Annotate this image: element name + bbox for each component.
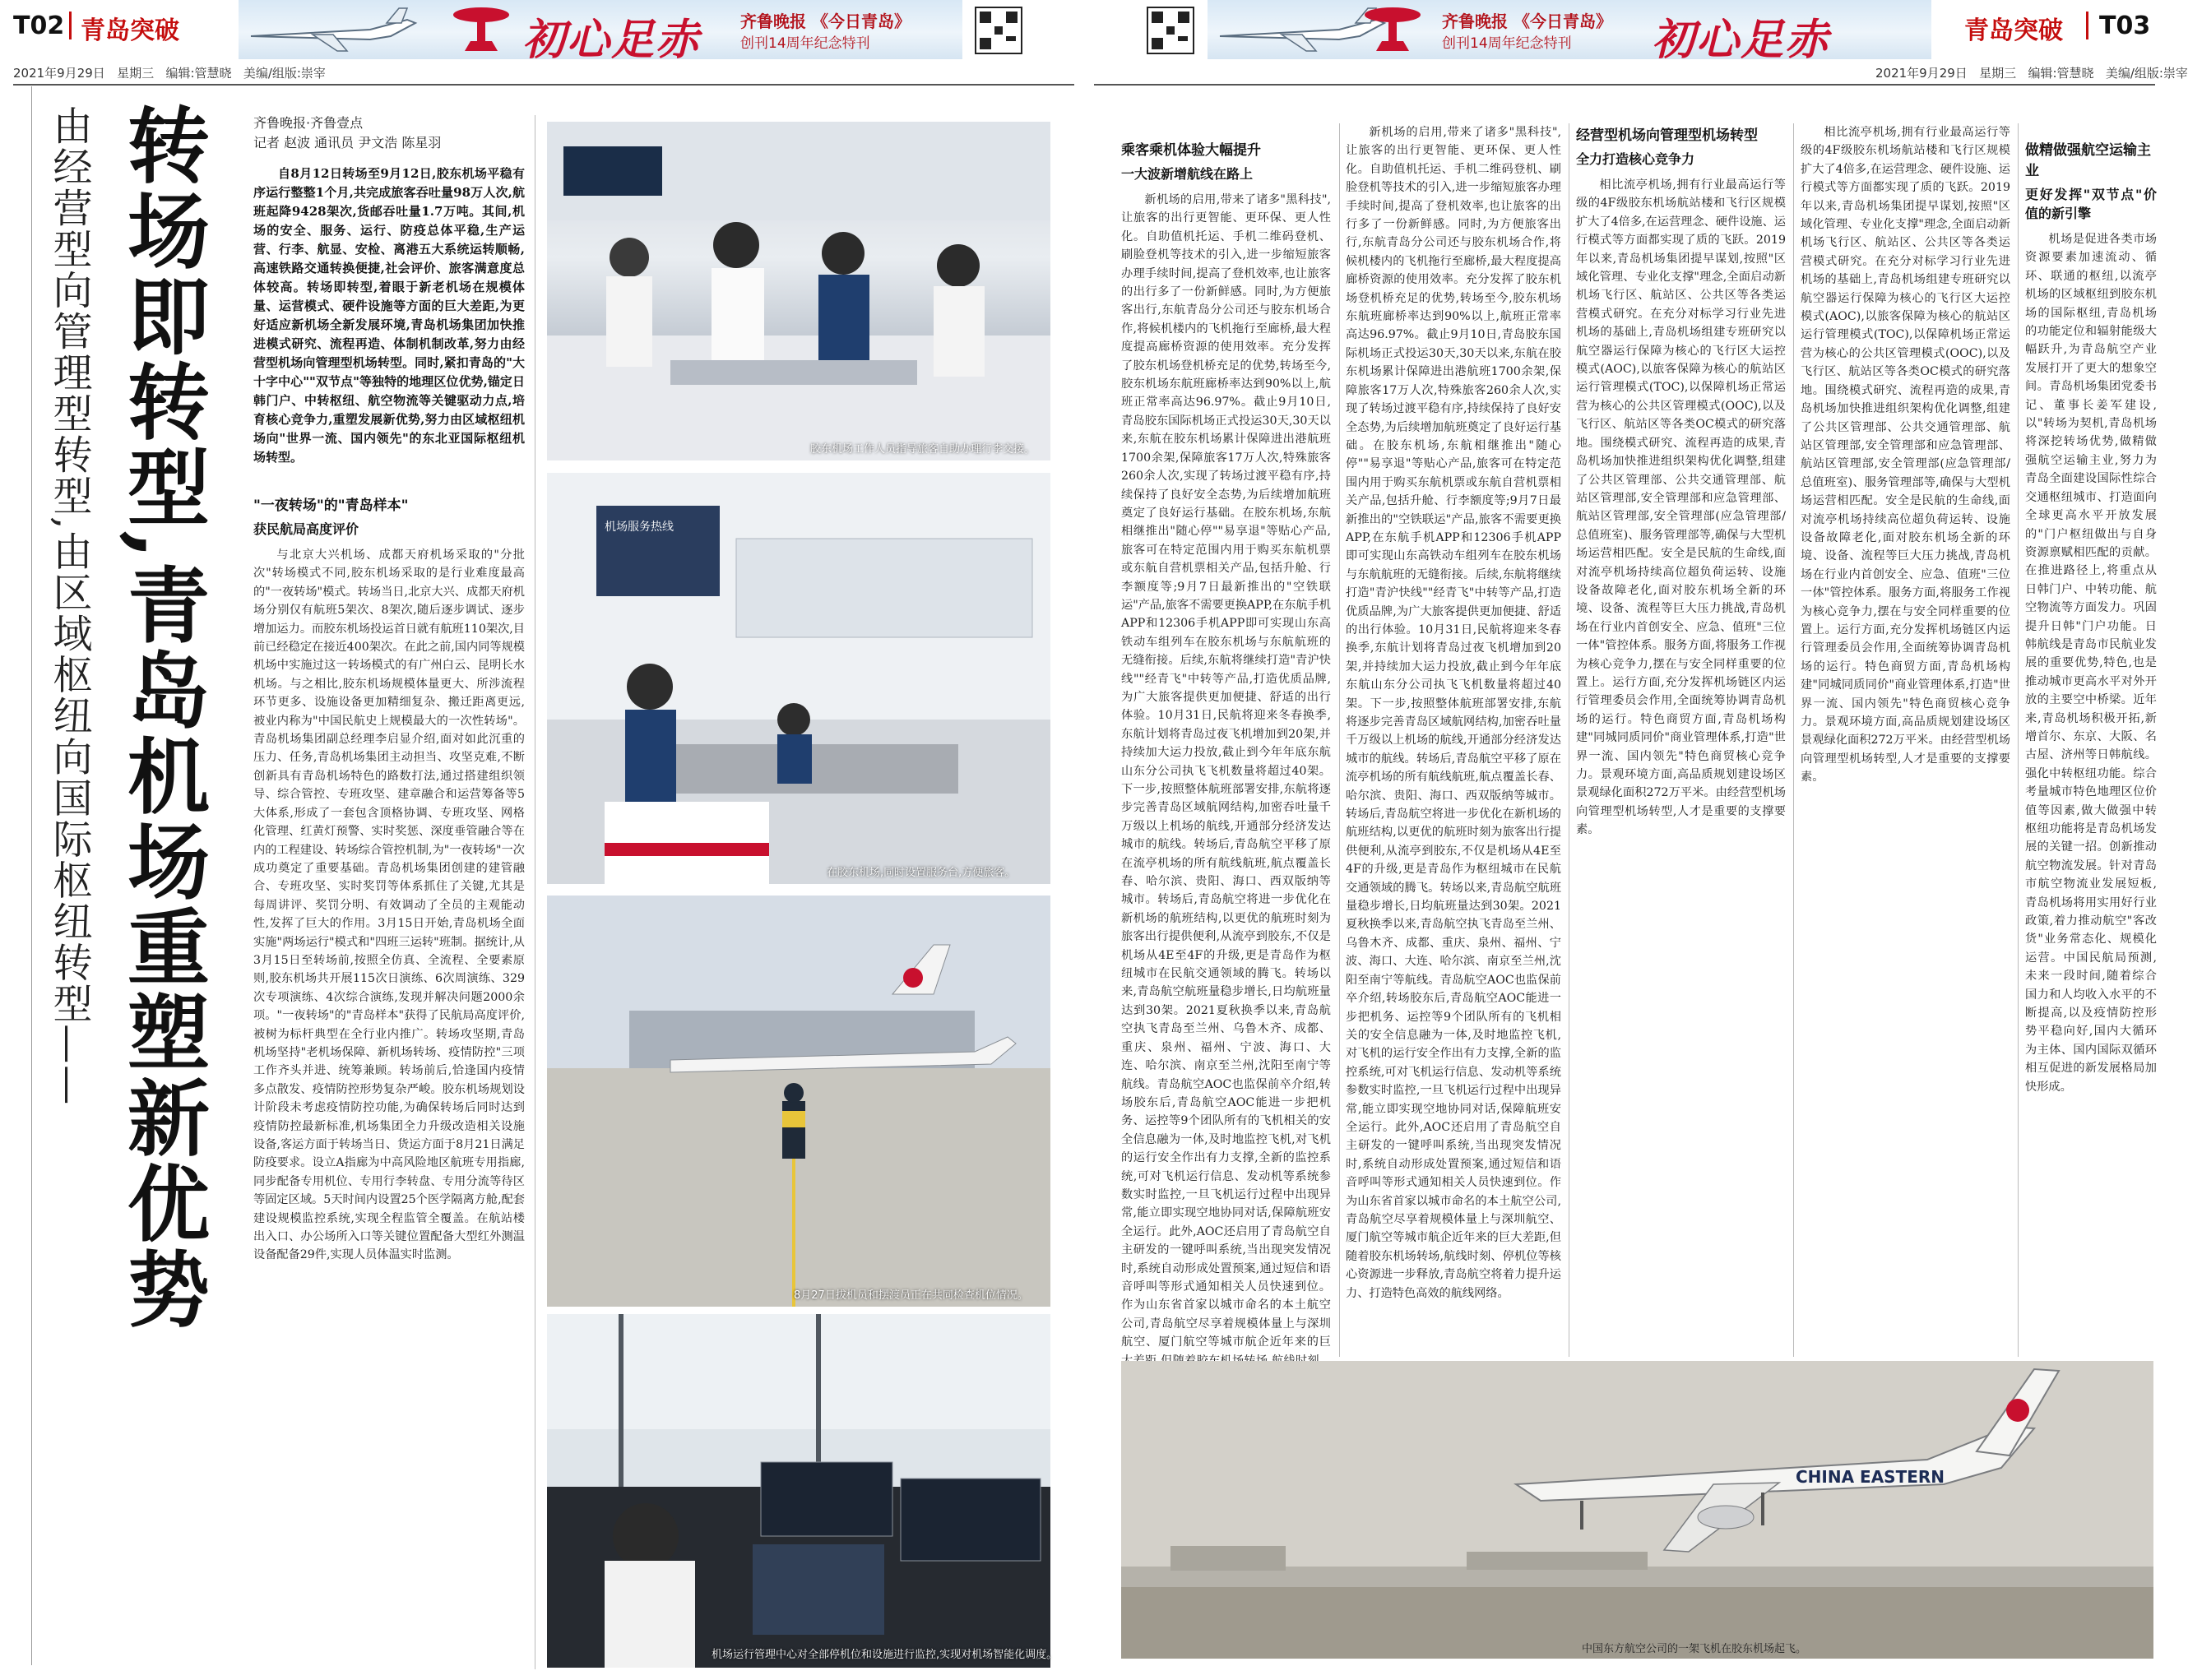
editor: 编辑:管慧晓 bbox=[165, 66, 232, 81]
header-divider bbox=[2086, 12, 2088, 39]
section-2-subtitle: 一大波新增航线在路上 bbox=[1121, 166, 1254, 182]
dateline bbox=[1875, 64, 2188, 81]
weekday: 星期三 bbox=[1979, 66, 2017, 81]
edition-name: 《今日青岛》 bbox=[811, 12, 911, 31]
date: 2021年9月29日 bbox=[1875, 66, 1968, 81]
photo-caption: 8月27日拔机员和摆渡员正在共同检查机位情况。 bbox=[794, 1289, 1028, 1302]
airplane-graphic bbox=[247, 3, 420, 56]
paper-name: 齐鲁晚报 bbox=[740, 12, 806, 31]
takeoff-scene bbox=[1121, 1361, 2153, 1659]
right-article-column-2 bbox=[1346, 123, 1561, 1357]
section-3-title: 经营型机场向管理型机场转型 bbox=[1576, 127, 1758, 144]
right-article-column-3 bbox=[1576, 123, 1786, 1357]
apron-scene bbox=[547, 896, 1050, 1307]
banner-slogan: 初心足赤 bbox=[522, 15, 701, 65]
right-article-column-5 bbox=[2025, 133, 2157, 1358]
section-2-body: 新机场的启用,带来了诸多"黑科技",让旅客的出行更智能、更环保、更人性化。自助值机托运、手机二维码登机、刷脸登机等技术的引入,进一步缩短旅客办理手续时间,提高了登机效率,也让旅客的出行多了一份新鲜感。同时,为方便旅客出行,东航青岛分公司还与胶东机场合作,将候机楼内的飞机拖行至廊桥,最大程度提高廊桥资源的使用效率。充分发挥了胶东机场登机桥充足的优势,转场至今,胶东机场东航班廊桥率达到90%以上,航班正常率高达96.97%。截止9月10日,青岛胶东国际机场正式投运30天,30天以来,东航在胶东机场累计保障进出港航班1700余架,保障旅客17万人次,特殊旅客260余人次,实现了转场过渡平稳有序,持续保持了良好安全态势,为后续增加航班奠定了良好运行基础。在胶东机场,东航相继推出"随心停""易享退"等贴心产品,旅客可在特定范围内用于购买东航机票或东航自营机票相关产品,包括升舱、行李额度等;9月7日最新推出的"空铁联运"产品,旅客不需要更换APP,在东航手机APP和12306手机APP即可实现山东高铁动车组列车在胶东机场与东航航班的无缝衔接。后续,东航将继续打造"青沪快线""经青飞"中转等产品,打造优质品牌,为广大旅客提供更加便捷、舒适的出行体验。10月31日,民航将迎来冬春换季,东航计划将青岛过夜飞机增加到20架,并持续加大运力投放,截止到今年年底东航山东分公司执飞飞机数量将超过40架。下一步,按照整体航班部署安排,东航将逐步完善青岛区域航网结构,加密吞吐量千万级以上机场的航线,开通部分经济发达城市的航线。转场后,青岛航空平移了原在流亭机场的所有航线航班,航点覆盖长春、哈尔滨、贵阳、海口、西双版纳等城市。转场后,青岛航空将进一步优化在新机场的航班结构,以更优的航班时刻为旅客出行提供便利,从流亭到胶东,不仅是机场从4E至4F的升级,更是青岛作为枢纽城市在民航交通领域的腾飞。转场以来,青岛航空航班量稳步增长,日均航班量达到30架。2021夏秋换季以来,青岛航空执飞青岛至兰州、乌鲁木齐、成都、重庆、泉州、福州、宁波、海口、大连、哈尔滨、南京至兰州,沈阳至南宁等航线。青岛航空AOC也监保前卒介绍,转场胶东后,青岛航空AOC能进一步把机务、运控等9个团队所有的飞机相关的安全信息融为一体,及时地监控飞机,对飞机的运行安全作出有力支撑,全新的监控系统,可对飞机运行信息、发动机等系统参数实时监控,一旦飞机运行过程中出现异常,能立即实现空地协同对话,保障航班安全运行。此外,AOC还启用了青岛航空自主研发的一键呼叫系统,当出现突发情况时,系统自动形成处置预案,通过短信和语音呼叫等形式通知相关人员快速到位。作为山东省首家以城市命名的本土航空公司,青岛航空尽享着规模体量上与深圳航空、厦门航空等城市航企近年来的巨 bbox=[1121, 193, 1331, 1349]
photo-caption: 胶东机场工作人员指导旅客自助办理行李交接。 bbox=[810, 443, 1036, 456]
banner-subtitle: 创刊14周年纪念特刊 bbox=[740, 35, 870, 52]
section-title: 青岛突破 bbox=[1964, 16, 2063, 45]
column-rule bbox=[1793, 123, 1794, 1357]
tower-emblem bbox=[1356, 2, 1430, 58]
designer: 美编/组版:崇宰 bbox=[2105, 66, 2188, 81]
anniversary-banner bbox=[239, 0, 962, 65]
dateline bbox=[13, 64, 326, 81]
right-page-header bbox=[1084, 0, 2188, 81]
apron-guide-photo bbox=[547, 896, 1050, 1307]
section-4-body: 机场是促进各类市场资源要素加速流动、循环、联通的枢纽,以流亭机场的区域枢纽到胶东机场的国际枢纽,青岛机场的功能定位和辐射能级大幅跃升,为青岛航空产业发展打开了更大的想象空间。青岛机场集团党委书记、董事长姜军建设,以"转场为契机,青岛机场将深挖转场优势,做精做强航空运输主业,努力为青岛全面建设国际性综合交通枢纽城市、打造面向全球更高水平开放发展的"门户枢纽做出与自身资源禀赋相匹配的贡献。在推进路径上,将重点从日韩门户、中转功能、航空物流等方面发力。巩固提升日韩"门户功能。日韩航线是青岛市民航业发展的重要优势,特色,也是推动城市更高水平对外开放的主要空中桥梁。近年来,青岛机场积极开拓,新增首尔、东京、大阪、名古屋、济州等日韩航线。强化中转枢纽功能。综合考量城市特色地理区位价值等因素,做大做强中转枢纽功能将是青岛机场发展的关键一招。创新推动航空物流发展。针对青岛市航空物流业发展短板,青岛机场将用实用好行业政策,着力推动航空"客改货"业务常态化、规模化运营。中国民航局预测,未来一段时间,随着综合国力和人均收入水平的不断提高,以及疫情防控形势平稳向好,国内大循环为主体、国内国际双循环相互促进的新发展格局加快形成。 bbox=[2025, 233, 2157, 1094]
tower-scene bbox=[547, 1314, 1050, 1668]
left-page-header bbox=[0, 0, 1082, 81]
reporter-line: 记者 赵波 通讯员 尹文浩 陈星羽 bbox=[253, 135, 442, 150]
section-3-subtitle: 全力打造核心竞争力 bbox=[1576, 151, 1695, 167]
takeoff-photo bbox=[1121, 1361, 2153, 1659]
section-2-body-continued: 新机场的启用,带来了诸多"黑科技",让旅客的出行更智能、更环保、更人性化。自助值机托运、手机二维码登机、刷脸登机等技术的引入,进一步缩短旅客办理手续时间,提高了登机效率,也让旅客的出行多了一份新鲜感。同时,为方便旅客出行,东航青岛分公司还与胶东机场合作,将候机楼内的飞机拖行至廊桥,最大程度提高廊桥资源的使用效率。充分发挥了胶东机场登机桥充足的优势,转场至今,胶东机场东航班廊桥率达到90%以上,航班正常率高达96.97%。截止9月10日,青岛胶东国际机场正式投运30天,30天以来,东航在胶东机场累计保障进出港航班1700余架,保障旅客17万人次,特殊旅客260余人次,实现了转场过渡平稳有序,持续保持了良好安全态势,为后续增加航班奠定了良好运行基础。在胶东机场,东航相继推出"随心停""易享退"等贴心产品,旅客可在特定范围内用于购买东航机票或东航自营机票相关产品,包括升舱、行李额度等;9月7日最新推出的"空铁联运"产品,旅客不需要更换APP,在东航手机APP和12306手机APP即可实现山东高铁动车组列车在胶东机场与东航航班的无缝衔接。后续,东航将继续打造"青沪快线""经青飞"中转等产品,打造优质品牌,为广大旅客提供更加便捷、舒适的出行体验。10月31日,民航将迎来冬春换季,东航计划将青岛过夜飞机增加到20架,并持续加大运力投放,截止到今年年底东航山东分公司执飞飞机数量将超过40架。下一步,按照整体航班部署安排,东航将逐步完善青岛区域航网结构,加密吞吐量千万级以上机场的航线,开通部分经济发达城市的航线。转场后,青岛航空平移了原在流亭机场的所有航线航班,航点覆盖长春、哈尔滨、贵阳、海口、西双版纳等城市。转场后,青岛航空将进一步优化在新机场的航班结构,以更优的航班时刻为旅客出行提供便利,从流亭到胶东,不仅是机场从4E至4F的升级,更是青岛作为枢纽城市在民航交通领域的腾飞。转场以来,青岛航空航班量稳步增长,日均航班量达到30架。2021夏秋换季以来,青岛航空执飞青岛至兰州、乌鲁木齐、成都、重庆、泉州、福州、宁波、海口、大连、哈尔滨、南京至兰州,沈阳至南宁等航线。青岛航空AOC也监保前卒介绍,转场胶东后,青岛航空AOC能进一步把机务、运控等9个团队所有的飞机相关的安全信息融为一体,及时地监控飞机,对飞机的运行安全作出有力支撑,全新的监控系统,可对飞机运行信息、发动机等系统参数实时监控,一旦飞机运行过程中出现异常,能立即实现空地协同对话,保障航班安全运行。此外,AOC还启用了青岛航空自主研发的一键呼叫系统,当出现突发情况时,系统自动形成处置预案,通过短信和语音呼叫等形式通知相关人员快速到位。作为山东省首家以城市命名的本土航空公司,青岛航空尽享着规模体量上与深圳航空、厦门航空等城市航企近年来的巨大差距,但随着胶东机场转场,航线时刻、停机位等核心资源进一步释放,青岛航空将着力提升运力、打造特色高效的航线网络。 bbox=[1346, 126, 1561, 1300]
banner-slogan: 初心足赤 bbox=[1652, 15, 1830, 65]
section-3-body: 相比流亭机场,拥有行业最高运行等级的4F级胶东机场航站楼和飞行区规模扩大了4倍多,在运营理念、硬件设施、运行模式等方面都实现了质的飞跃。2019年以来,青岛机场集团提早谋划,按照"区域化管理、专业化支撑"理念,全面启动新机场飞行区、航站区、公共区等各类运营模式研究。在充分对标学习行业先进机场的基础上,青岛机场组建专班研究以航空器运行保障为核心的飞行区大运控模式(AOC),以旅客保障为核心的航站区运行管理模式(TOC),以保障机场正常运营为核心的公共区管理模式(OOC),以及飞行区、航站区等各类OC模式的研究落地。围绕模式研究、流程再造的成果,青岛机场加快推进组织架构优化调整,组建了公共区管理部、公共交通管理部、航站区管理部,安全管理部和应急管理部、航站区管理部,安全管理部(应急管理部/总值班室)、服务管理部等,确保与大型机场运营相匹配。安全是民航的生命线,面对流亭机场持续高位超负荷运转、设施设备故障老化,面对胶东机场全新的环境、设备、流程等巨大压力挑战,青岛机场在行业内首创安全、应急、值班"三位一体"管控体系。服务方面,将服务工作视为核心竞争力,摆在与安全同样重要的位置上。运行方面,充分发挥机场链区内运行管理委员会作用,全面统筹协调青岛机场的运行。特色商贸方面,青岛机场构建"同城同质同价"商业管理体系,打造"世界一流、国内领先"特色商贸核心竞争力。景观环境方面,高品质规划建设场区景观绿化面积272万平米。由经营型机场向管理型机场转型,人才是重要的支撑要素。 bbox=[1576, 178, 1786, 837]
photo-caption: 机场运行管理中心对全部停机位和设施进行监控,实现对机场智能化调度。 bbox=[712, 1649, 1058, 1661]
svg-text:机场服务热线: 机场服务热线 bbox=[605, 521, 674, 534]
designer: 美编/组版:崇宰 bbox=[243, 66, 326, 81]
header-rule bbox=[13, 84, 1074, 86]
airline-livery-text: CHINA EASTERN bbox=[1796, 1467, 1945, 1487]
photo-caption: 在胶东机场,同时设置服务台,方便旅客。 bbox=[827, 867, 1016, 879]
section-1-body: 与北京大兴机场、成都天府机场采取的"分批次"转场模式不同,胶东机场采取的是行业难度最高的"一夜转场"模式。转场当日,北京大兴、成都天府机场分别仅有航班5架次、8架次,随后逐步调试、逐步增加运力。而胶东机场投运首日就有航班110架次,目前已经稳定在接近400架次。在此之前,国内同等规模机场中实施过这一转场模式的有广州白云、昆明长水机场。与之相比,胶东机场规模体量更大、所涉流程环节更多、设施设备更加精细复杂、搬迁距离更远,被业内称为"中国民航史上规模最大的一次性转场"。青岛机场集团副总经理李启显介绍,面对如此沉重的压力、任务,青岛机场集团主动担当、攻坚克难,不断创新具有青岛机场特色的路数打法,通过搭建组织领导、综合管控、专班攻坚、建章融合和运营筹备等5大体系,形成了一套包含顶格协调、专班攻坚、网格化管理、红黄灯预警、实时奖惩、深度垂管融合等在内的工程建设、转场综合管控机制,为"一夜转场"一次成功奠定了重要基础。青岛机场集团创建的建管融合、专班攻坚、实时奖罚等体系抓住了关键,尤其是每周讲评、奖罚分明、有效调动了全员的主观能动性,发挥了巨大的作用。3月15日开始,青岛机场全面实施"两场运行"模式和"四班三运转"班制。据统计,从3月15日至转场前,按照全仿真、全流程、全要素原则,胶东机场共开展115次日演练、6次周演练、329次专项演练、4次综合演练,发现并解决问题2000余项。"一夜转场"的"青岛样本"获得了民航局高度评价,被树为标杆典型在全行业内推广。转场攻坚期,青岛机场坚持"老机场保障、新机场转场、疫情防控"三项工作齐头并进、统筹兼顾。转场前后,恰逢国内疫情多点散发、疫情防控形势复杂严峻。胶东机场规划设计阶段未考虑疫情防控功能,为确保转场后同时达到疫情防控最新标准,机场集团全力升级改造相关设施设备,客运方面于转场当日、货运方面于8月21日满足防疫要求。设立A指廊为中高风险地区航班专用指廊,同步配备专用机位、专用行李转盘、专用分流等待区等固定区域。5天时间内设置25个医学隔离方舱,配套建设规模监控系统,实现全程监管全覆盖。在航站楼出入口、办公场所入口等关键位置配备大型红外测温设备配备29件,实现人员体温实时监测。 bbox=[253, 548, 525, 1262]
service-desk-scene bbox=[547, 473, 1050, 884]
check-in-scene bbox=[547, 122, 1050, 460]
source-line: 齐鲁晚报·齐鲁壹点 bbox=[253, 115, 364, 131]
section-1-title: "一夜转场"的"青岛样本" bbox=[253, 498, 409, 514]
article-headline: 转场即转型,青岛机场重塑新优势 bbox=[114, 103, 211, 1332]
control-tower-photo bbox=[547, 1314, 1058, 1668]
article-lead: 自8月12日转场至9月12日,胶东机场平稳有序运行整整1个月,共完成旅客吞吐量98万人次,航班起降9428架次,货邮吞吐量1.7万吨。其间,机场的安全、服务、运行、防疫总体平稳,生产运营、行李、航显、安检、离港五大系统运转顺畅,高速铁路交通转换便捷,社会评价、旅客满意度总体较高。转场即转型,着眼于新老机场在规模体量、运营模式、硬件设施等方面的巨大差距,为更好适应新机场全新发展环境,青岛机场集团加快推进模式研究、流程再造、体制机制改革,努力由经营型机场向管理型机场转型。同时,紧扣青岛的"大十字中心""双节点"等独特的地理区位优势,锚定日韩门户、中转枢纽、航空物流等关键驱动力点,培育核心竞争力,重塑发展新优势,努力由区域枢纽机场向"世界一流、国内领先"的东北亚国际枢纽机场转型。 bbox=[253, 166, 525, 465]
right-article-column-1 bbox=[1121, 133, 1331, 1358]
header-rule bbox=[1094, 84, 2155, 86]
qr-code-icon bbox=[975, 7, 1022, 54]
section-4-title: 做精做强航空运输主业 bbox=[2025, 142, 2151, 179]
column-rule bbox=[2018, 123, 2019, 1357]
header-divider bbox=[69, 12, 72, 39]
section-title: 青岛突破 bbox=[81, 16, 179, 45]
right-article-column-4 bbox=[1801, 123, 2010, 1357]
banner-subtitle: 创刊14周年纪念特刊 bbox=[1442, 35, 1572, 52]
tower-emblem bbox=[444, 2, 518, 58]
weekday: 星期三 bbox=[117, 66, 155, 81]
photo-caption: 中国东方航空公司的一架飞机在胶东机场起飞。 bbox=[1582, 1643, 1807, 1655]
editor: 编辑:管慧晓 bbox=[2028, 66, 2094, 81]
date: 2021年9月29日 bbox=[13, 66, 105, 81]
section-4-subtitle: 更好发挥"双节点"价值的新引擎 bbox=[2025, 187, 2157, 221]
anniversary-banner bbox=[1208, 0, 1931, 65]
headline-rule bbox=[31, 86, 32, 1665]
section-3-body-continued: 相比流亭机场,拥有行业最高运行等级的4F级胶东机场航站楼和飞行区规模扩大了4倍多,在运营理念、硬件设施、运行模式等方面都实现了质的飞跃。2019年以来,青岛机场集团提早谋划,按照"区域化管理、专业化支撑"理念,全面启动新机场飞行区、航站区、公共区等各类运营模式研究。在充分对标学习行业先进机场的基础上,青岛机场组建专班研究以航空器运行保障为核心的飞行区大运控模式(AOC),以旅客保障为核心的航站区运行管理模式(TOC),以保障机场正常运营为核心的公共区管理模式(OOC),以及飞行区、航站区等各类OC模式的研究落地。围绕模式研究、流程再造的成果,青岛机场加快推进组织架构优化调整,组建了公共区管理部、公共交通管理部、航站区管理部,安全管理部和应急管理部、航站区管理部,安全管理部(应急管理部/总值班室)、服务管理部等,确保与大型机场运营相匹配。安全是民航的生命线,面对流亭机场持续高位超负荷运转、设施设备故障老化,面对胶东机场全新的环境、设备、流程等巨大压力挑战,青岛机场在行业内首创安全、应急、值班"三位一体"管控体系。服务方面,将服务工作视为核心竞争力,摆在与安全同样重要的位置上。运行方面,充分发挥机场链区内运行管理委员会作用,全面统筹协调青岛机场的运行。特色商贸方面,青岛机场构建"同城同质同价"商业管理体系,打造"世界一流、国内领先"特色商贸核心竞争力。景观环境方面,高品质规划建设场区景观绿化面积272万平米。由经营型机场向管理型机场转型,人才是重要的支撑要素。 bbox=[1801, 126, 2010, 784]
page-number: T02 bbox=[13, 12, 65, 40]
banner-paper-name bbox=[740, 8, 911, 32]
section-2-title: 乘客乘机体验大幅提升 bbox=[1121, 142, 1261, 159]
article-subhead: 由经营型向管理型转型,由区域枢纽向国际枢纽转型—— bbox=[46, 105, 92, 1107]
edition-name: 《今日青岛》 bbox=[1513, 12, 1612, 31]
check-in-counter-photo bbox=[547, 122, 1050, 460]
qr-code-icon bbox=[1147, 7, 1194, 54]
column-rule bbox=[1339, 123, 1340, 1357]
left-article-column bbox=[253, 113, 525, 1668]
service-desk-photo bbox=[547, 473, 1050, 884]
banner-paper-name bbox=[1442, 8, 1612, 32]
page-number: T03 bbox=[2099, 12, 2151, 40]
section-1-subtitle: 获民航局高度评价 bbox=[253, 521, 359, 537]
paper-name: 齐鲁晚报 bbox=[1442, 12, 1508, 31]
